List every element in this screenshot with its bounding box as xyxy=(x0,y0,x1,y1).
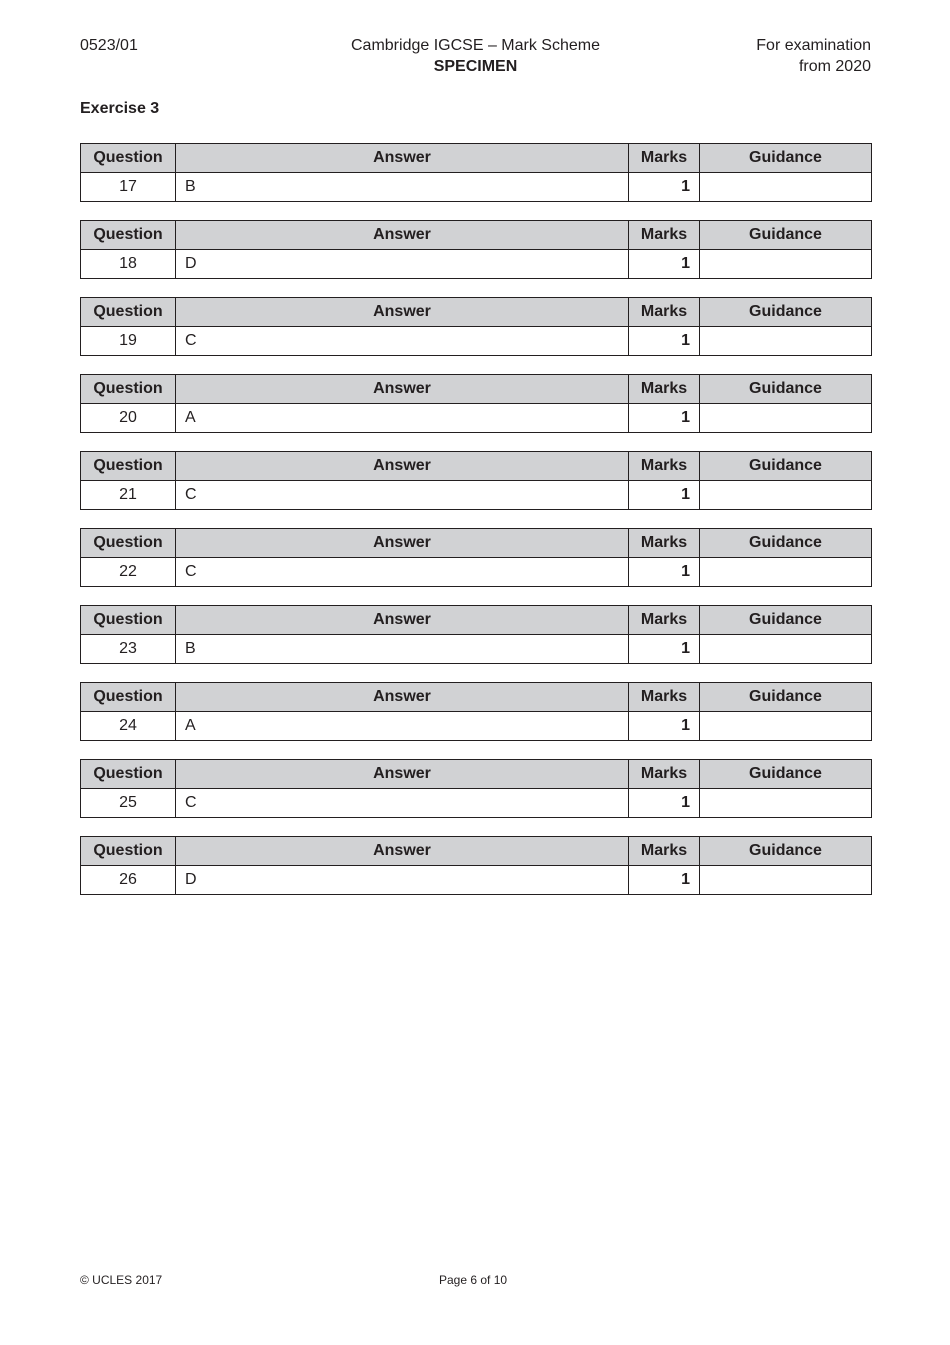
answer-header: Answer xyxy=(176,298,629,327)
answer-header: Answer xyxy=(176,683,629,712)
guidance-header: Guidance xyxy=(700,221,872,250)
question-number: 22 xyxy=(81,558,176,587)
answer-cell: B xyxy=(176,173,629,202)
table-header-row xyxy=(81,529,872,558)
mark-scheme-tables xyxy=(80,143,871,913)
specimen-label: SPECIMEN xyxy=(433,58,518,75)
question-number: 18 xyxy=(81,250,176,279)
marks-cell: 1 xyxy=(629,789,700,818)
answer-header: Answer xyxy=(176,606,629,635)
answer-cell: C xyxy=(176,789,629,818)
mark-table xyxy=(80,297,872,356)
guidance-header: Guidance xyxy=(700,375,872,404)
guidance-header: Guidance xyxy=(700,298,872,327)
answer-header: Answer xyxy=(176,452,629,481)
table-header-row xyxy=(81,452,872,481)
guidance-cell xyxy=(700,327,872,356)
question-header: Question xyxy=(81,144,176,173)
answer-header: Answer xyxy=(176,375,629,404)
table-header-row xyxy=(81,760,872,789)
question-number: 26 xyxy=(81,866,176,895)
table-row xyxy=(81,712,872,741)
guidance-header: Guidance xyxy=(700,837,872,866)
marks-header: Marks xyxy=(629,221,700,250)
question-header: Question xyxy=(81,529,176,558)
marks-header: Marks xyxy=(629,144,700,173)
answer-header: Answer xyxy=(176,837,629,866)
marks-cell: 1 xyxy=(629,866,700,895)
answer-cell: A xyxy=(176,712,629,741)
answer-header: Answer xyxy=(176,144,629,173)
answer-cell: A xyxy=(176,404,629,433)
guidance-header: Guidance xyxy=(700,760,872,789)
question-number: 17 xyxy=(81,173,176,202)
question-number: 20 xyxy=(81,404,176,433)
answer-cell: D xyxy=(176,866,629,895)
marks-cell: 1 xyxy=(629,635,700,664)
answer-cell: C xyxy=(176,481,629,510)
marks-cell: 1 xyxy=(629,250,700,279)
table-header-row xyxy=(81,837,872,866)
exam-line-1: For examination xyxy=(756,37,871,54)
guidance-header: Guidance xyxy=(700,606,872,635)
exercise-title: Exercise 3 xyxy=(80,100,160,117)
mark-table xyxy=(80,220,872,279)
mark-table xyxy=(80,528,872,587)
marks-header: Marks xyxy=(629,452,700,481)
guidance-cell xyxy=(700,404,872,433)
question-header: Question xyxy=(81,298,176,327)
marks-cell: 1 xyxy=(629,558,700,587)
page-header xyxy=(80,35,871,79)
table-row xyxy=(81,481,872,510)
marks-cell: 1 xyxy=(629,712,700,741)
marks-cell: 1 xyxy=(629,481,700,510)
marks-header: Marks xyxy=(629,760,700,789)
table-row xyxy=(81,173,872,202)
table-row xyxy=(81,327,872,356)
mark-table xyxy=(80,682,872,741)
table-header-row xyxy=(81,683,872,712)
answer-cell: D xyxy=(176,250,629,279)
copyright: © UCLES 2017 xyxy=(80,1273,163,1287)
mark-table xyxy=(80,836,872,895)
table-row xyxy=(81,250,872,279)
page-number: Page 6 of 10 xyxy=(439,1273,508,1287)
question-number: 24 xyxy=(81,712,176,741)
question-header: Question xyxy=(81,221,176,250)
mark-table xyxy=(80,605,872,664)
marks-header: Marks xyxy=(629,298,700,327)
table-row xyxy=(81,558,872,587)
guidance-cell xyxy=(700,250,872,279)
table-header-row xyxy=(81,375,872,404)
marks-header: Marks xyxy=(629,375,700,404)
marks-cell: 1 xyxy=(629,404,700,433)
answer-cell: C xyxy=(176,327,629,356)
marks-header: Marks xyxy=(629,606,700,635)
mark-table xyxy=(80,143,872,202)
table-row xyxy=(81,635,872,664)
question-header: Question xyxy=(81,452,176,481)
question-number: 19 xyxy=(81,327,176,356)
guidance-cell xyxy=(700,558,872,587)
table-row xyxy=(81,789,872,818)
answer-header: Answer xyxy=(176,760,629,789)
guidance-cell xyxy=(700,866,872,895)
guidance-cell xyxy=(700,789,872,818)
question-number: 23 xyxy=(81,635,176,664)
guidance-header: Guidance xyxy=(700,683,872,712)
table-row xyxy=(81,866,872,895)
marks-header: Marks xyxy=(629,529,700,558)
answer-header: Answer xyxy=(176,529,629,558)
question-header: Question xyxy=(81,837,176,866)
syllabus-code: 0523/01 xyxy=(80,37,138,54)
answer-cell: B xyxy=(176,635,629,664)
mark-table xyxy=(80,759,872,818)
question-header: Question xyxy=(81,606,176,635)
document-title-block xyxy=(80,35,871,77)
marks-cell: 1 xyxy=(629,327,700,356)
guidance-header: Guidance xyxy=(700,452,872,481)
marks-cell: 1 xyxy=(629,173,700,202)
guidance-cell xyxy=(700,173,872,202)
table-header-row xyxy=(81,298,872,327)
guidance-cell xyxy=(700,712,872,741)
table-header-row xyxy=(81,221,872,250)
question-header: Question xyxy=(81,683,176,712)
marks-header: Marks xyxy=(629,683,700,712)
answer-cell: C xyxy=(176,558,629,587)
guidance-header: Guidance xyxy=(700,529,872,558)
guidance-cell xyxy=(700,635,872,664)
answer-header: Answer xyxy=(176,221,629,250)
exam-line-2: from 2020 xyxy=(798,58,871,75)
question-number: 25 xyxy=(81,789,176,818)
table-header-row xyxy=(81,144,872,173)
guidance-cell xyxy=(700,481,872,510)
question-header: Question xyxy=(81,760,176,789)
mark-table xyxy=(80,451,872,510)
marks-header: Marks xyxy=(629,837,700,866)
table-row xyxy=(81,404,872,433)
table-header-row xyxy=(81,606,872,635)
exam-year-block xyxy=(756,35,871,77)
guidance-header: Guidance xyxy=(700,144,872,173)
mark-table xyxy=(80,374,872,433)
question-number: 21 xyxy=(81,481,176,510)
document-title: Cambridge IGCSE – Mark Scheme xyxy=(351,37,600,54)
question-header: Question xyxy=(81,375,176,404)
